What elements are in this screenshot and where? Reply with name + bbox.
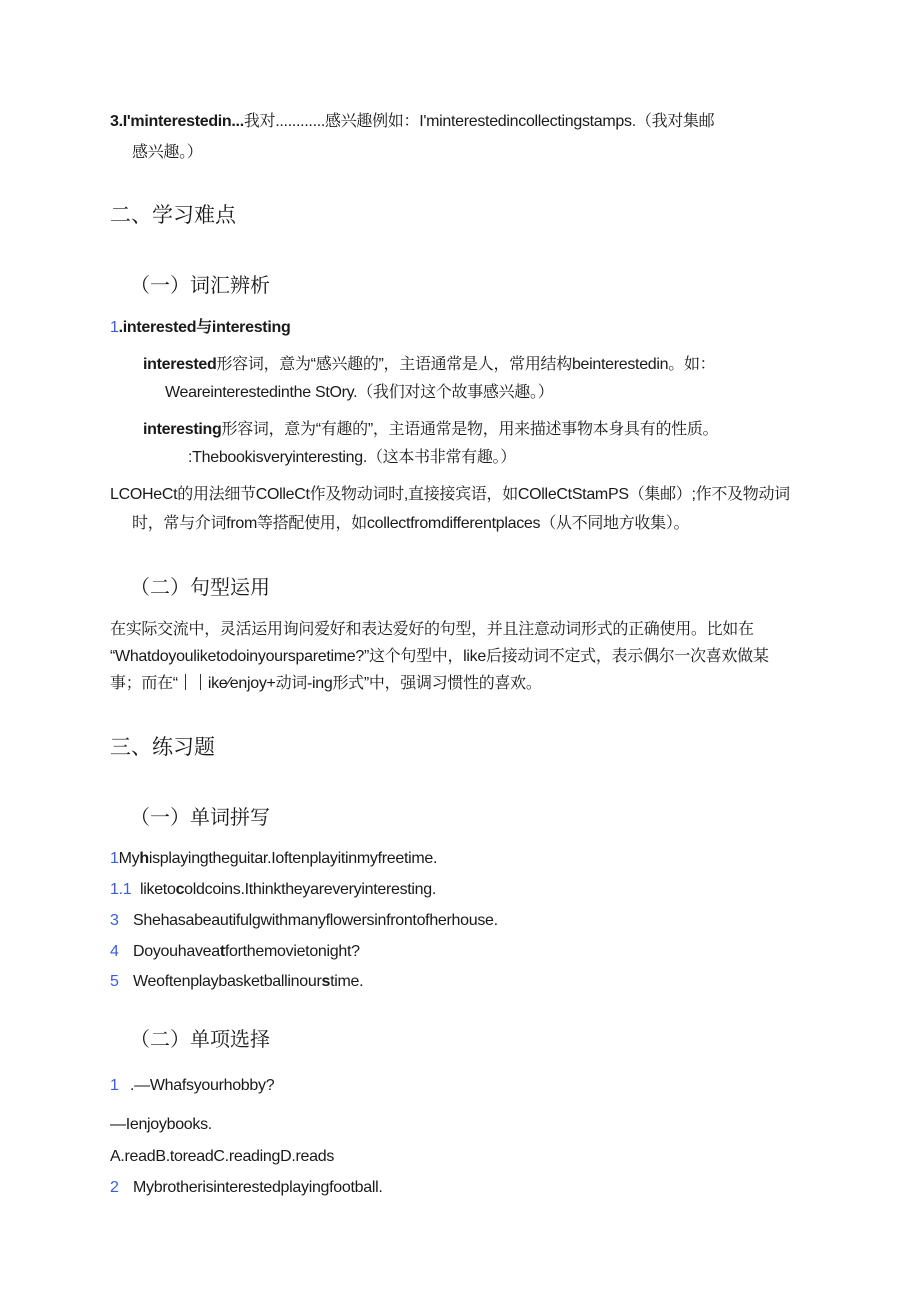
spelling-text-pre: Doyouhavea: [133, 943, 220, 960]
sentence-usage-line-3: [110, 674, 542, 694]
item-3-lead: 3.I'minterestedin...: [110, 113, 244, 130]
interesting-term: interesting: [143, 421, 222, 438]
spelling-text-post: oldcoins.Ithinktheyareveryinteresting.: [184, 881, 437, 898]
spelling-text-pre: My: [118, 850, 140, 867]
interested-example: Weareinterestedinthe StOry.（我们对这个故事感兴趣。）: [165, 384, 554, 401]
choice-number: 1: [110, 1077, 119, 1094]
spelling-item: [110, 880, 436, 900]
section-3-heading: 三、练习题: [110, 736, 215, 759]
choice-answer-line: —Ienjoybooks.: [110, 1116, 212, 1133]
vocab-item-1: [110, 318, 290, 338]
spelling-hint-letter: c: [175, 881, 185, 898]
interesting-example: :Thebookisveryinteresting.（这本书非常有趣。）: [188, 449, 516, 466]
collect-usage-line-2: 时，常与介词from等搭配使用，如collectfromdifferentplaces（从不同地方收集）。: [132, 515, 690, 532]
interesting-definition: [143, 420, 718, 440]
interested-text: 形容词，意为“感兴趣的”，主语通常是人，常用结构beinterestedin。如：: [216, 356, 716, 373]
vocab-item-1-number: 1: [110, 319, 119, 336]
spelling-text-pre: Shehasabeautifulgwithmanyflowersinfrontofherhouse.: [133, 912, 498, 929]
vocab-item-1-title: .interested与interesting: [118, 319, 291, 336]
item-3-line: [110, 112, 714, 132]
section-3-sub-1-heading: （一）单词拼写: [130, 807, 270, 829]
choice-question-1: [110, 1076, 274, 1096]
spelling-number: 1: [110, 850, 119, 867]
item-3-text: 我对............感兴趣例如：I'minterestedincollectingstamps.（我对集邮: [243, 113, 715, 130]
spelling-text-post: forthemovietonight?: [224, 943, 360, 960]
choice-question-2: [110, 1178, 383, 1198]
interested-definition: [143, 355, 715, 375]
spelling-hint-letter: h: [139, 850, 149, 867]
sentence-usage-line-3-a: 事；而在“: [110, 675, 178, 692]
sentence-usage-line-3-b: ike⁄enjoy+动词-ing形式”中，强调习惯性的喜欢。: [207, 675, 542, 692]
spelling-item: [110, 911, 498, 931]
spelling-item: [110, 849, 437, 869]
spelling-item: [110, 942, 360, 962]
separator-bar: [200, 674, 201, 690]
sentence-usage-line-1: 在实际交流中，灵活运用询问爱好和表达爱好的句型，并且注意动词形式的正确使用。比如在: [110, 621, 754, 638]
spelling-number: 3: [110, 912, 119, 929]
choice-number: 2: [110, 1179, 119, 1196]
spelling-text-post: isplayingtheguitar.Ioftenplayitinmyfreetime.: [148, 850, 438, 867]
spelling-text-post: time.: [330, 973, 364, 990]
section-2-sub-1-heading: （一）词汇辨析: [130, 275, 270, 297]
spelling-number: 4: [110, 943, 119, 960]
choice-options: A.readB.toreadC.readingD.reads: [110, 1148, 335, 1165]
section-2-heading: 二、学习难点: [110, 204, 236, 227]
section-2-sub-2-heading: （二）句型运用: [130, 577, 270, 599]
spelling-hint-letter: t: [219, 943, 225, 960]
spelling-hint-letter: s: [321, 973, 331, 990]
interested-term: interested: [143, 356, 217, 373]
sentence-usage-line-2: “Whatdoyouliketodoinyoursparetime?”这个句型中，like后接动词不定式，表示偶尔一次喜欢做某: [110, 648, 769, 665]
spelling-number: 5: [110, 973, 119, 990]
choice-question-text: .—Whafsyourhobby?: [130, 1077, 275, 1094]
interesting-text: 形容词，意为“有趣的”，主语通常是物，用来描述事物本身具有的性质。: [221, 421, 719, 438]
collect-usage-line-1: LCOHeCt的用法细节COlleCt作及物动词时,直接接宾语，如COlleCtStamPS（集邮）;作不及物动词: [110, 486, 790, 503]
item-3-continuation: 感兴趣。）: [132, 144, 203, 161]
spelling-item: [110, 972, 363, 992]
spelling-text-pre: Weoftenplaybasketballinour: [133, 973, 322, 990]
spelling-text-pre: liketo: [140, 881, 176, 898]
spelling-number: 1.1: [110, 881, 132, 898]
separator-bar: [185, 674, 186, 690]
choice-question-text: Mybrotherisinterestedplayingfootball.: [133, 1179, 383, 1196]
section-3-sub-2-heading: （二）单项选择: [130, 1029, 270, 1051]
